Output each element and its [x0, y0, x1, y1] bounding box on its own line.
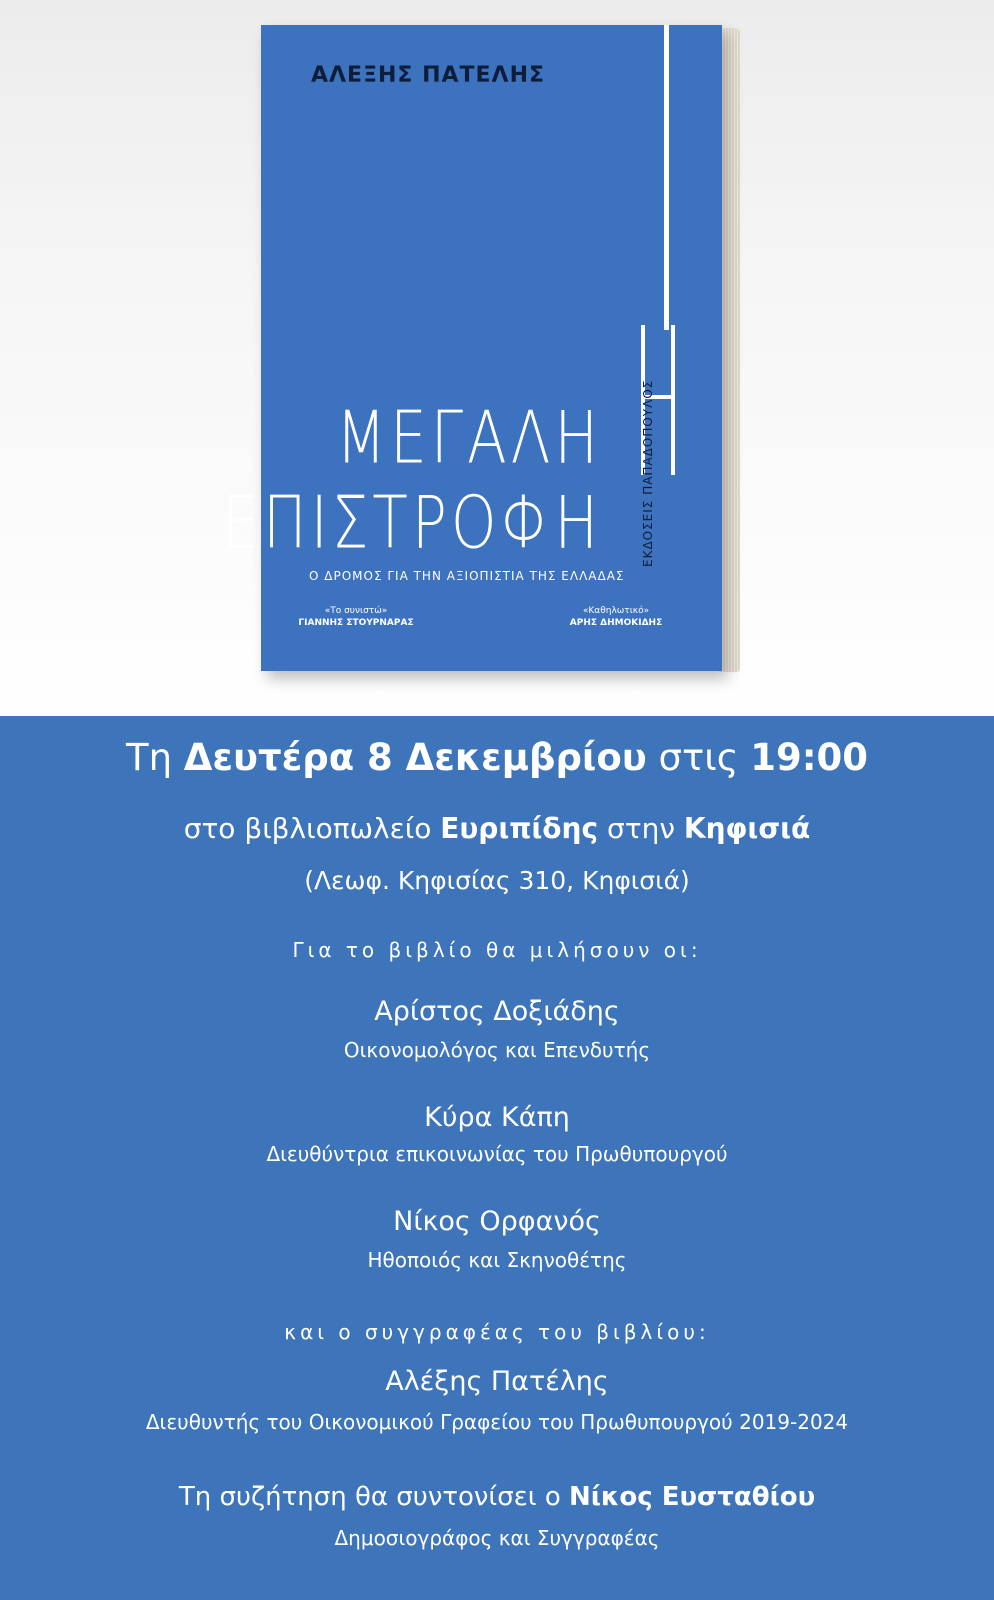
book-publisher: ΕΚΔΟΣΕΙΣ ΠΑΠΑΔΟΠΟΥΛΟΣ — [641, 379, 655, 567]
event-info-panel — [0, 716, 994, 1600]
book-author: ΑΛΕΞΗΣ ΠΑΤΕΛΗΣ — [311, 63, 546, 88]
event-store: Ευριπίδης — [440, 812, 599, 845]
book-title-line1: ΜΕΓΑΛΗ — [336, 395, 602, 480]
time-prefix: στις — [646, 736, 751, 779]
author-role: Διευθυντής του Οικονομικού Γραφείου του Πρωθυπουργού 2019-2024 — [145, 1410, 849, 1434]
event-date: Δευτέρα 8 Δεκεμβρίου — [183, 736, 647, 779]
place-mid: στην — [598, 812, 684, 845]
moderator-prefix: Τη συζήτηση θα συντονίσει ο — [178, 1482, 569, 1512]
speakers-intro: Για το βιβλίο θα μιλήσουν οι: — [292, 938, 702, 962]
speaker-role: Οικονομολόγος και Επενδυτής — [343, 1038, 651, 1062]
event-date-line — [0, 736, 994, 779]
book-credit-2 — [551, 605, 681, 629]
speaker-role: Διευθύντρια επικοινωνίας του Πρωθυπουργού — [266, 1142, 728, 1166]
book-subtitle: Ο ΔΡΟΜΟΣ ΓΙΑ ΤΗΝ ΑΞΙΟΠΙΣΤΙΑ ΤΗΣ ΕΛΛΑΔΑΣ — [309, 569, 625, 583]
speaker-name: Νίκος Ορφανός — [393, 1206, 601, 1237]
book-title-line2: ΕΠΙΣΤΡΟΦΗ — [222, 480, 602, 565]
book-credit-1 — [291, 605, 421, 629]
credit-1-name: ΓΙΑΝΝΗΣ ΣΤΟΥΡΝΑΡΑΣ — [298, 618, 414, 628]
credit-2-label: «Καθηλωτικό» — [582, 606, 650, 616]
place-prefix: στο βιβλιοπωλείο — [183, 812, 441, 845]
event-city: Κηφισιά — [683, 812, 811, 845]
author-name: Αλέξης Πατέλης — [385, 1366, 609, 1397]
speaker-name: Κύρα Κάπη — [424, 1102, 570, 1133]
credit-2-name: ΑΡΗΣ ΔΗΜΟΚΙΔΗΣ — [569, 618, 663, 628]
event-address: (Λεωφ. Κηφισίας 310, Κηφισιά) — [304, 866, 690, 895]
book-cover — [222, 25, 722, 671]
author-intro: και ο συγγραφέας του βιβλίου: — [284, 1320, 710, 1344]
speaker-role: Ηθοποιός και Σκηνοθέτης — [367, 1248, 627, 1272]
event-place-line — [0, 812, 994, 845]
credit-1-label: «Το συνιστώ» — [324, 606, 388, 616]
moderator-line — [0, 1482, 994, 1512]
date-prefix: Τη — [125, 736, 184, 779]
moderator-name: Νίκος Ευσταθίου — [569, 1482, 816, 1512]
speaker-name: Αρίστος Δοξιάδης — [374, 996, 620, 1027]
moderator-role: Δημοσιογράφος και Συγγραφέας — [334, 1526, 660, 1550]
cover-vertical-bar — [664, 25, 669, 330]
event-time: 19:00 — [750, 736, 869, 779]
book-image-area — [0, 0, 994, 716]
